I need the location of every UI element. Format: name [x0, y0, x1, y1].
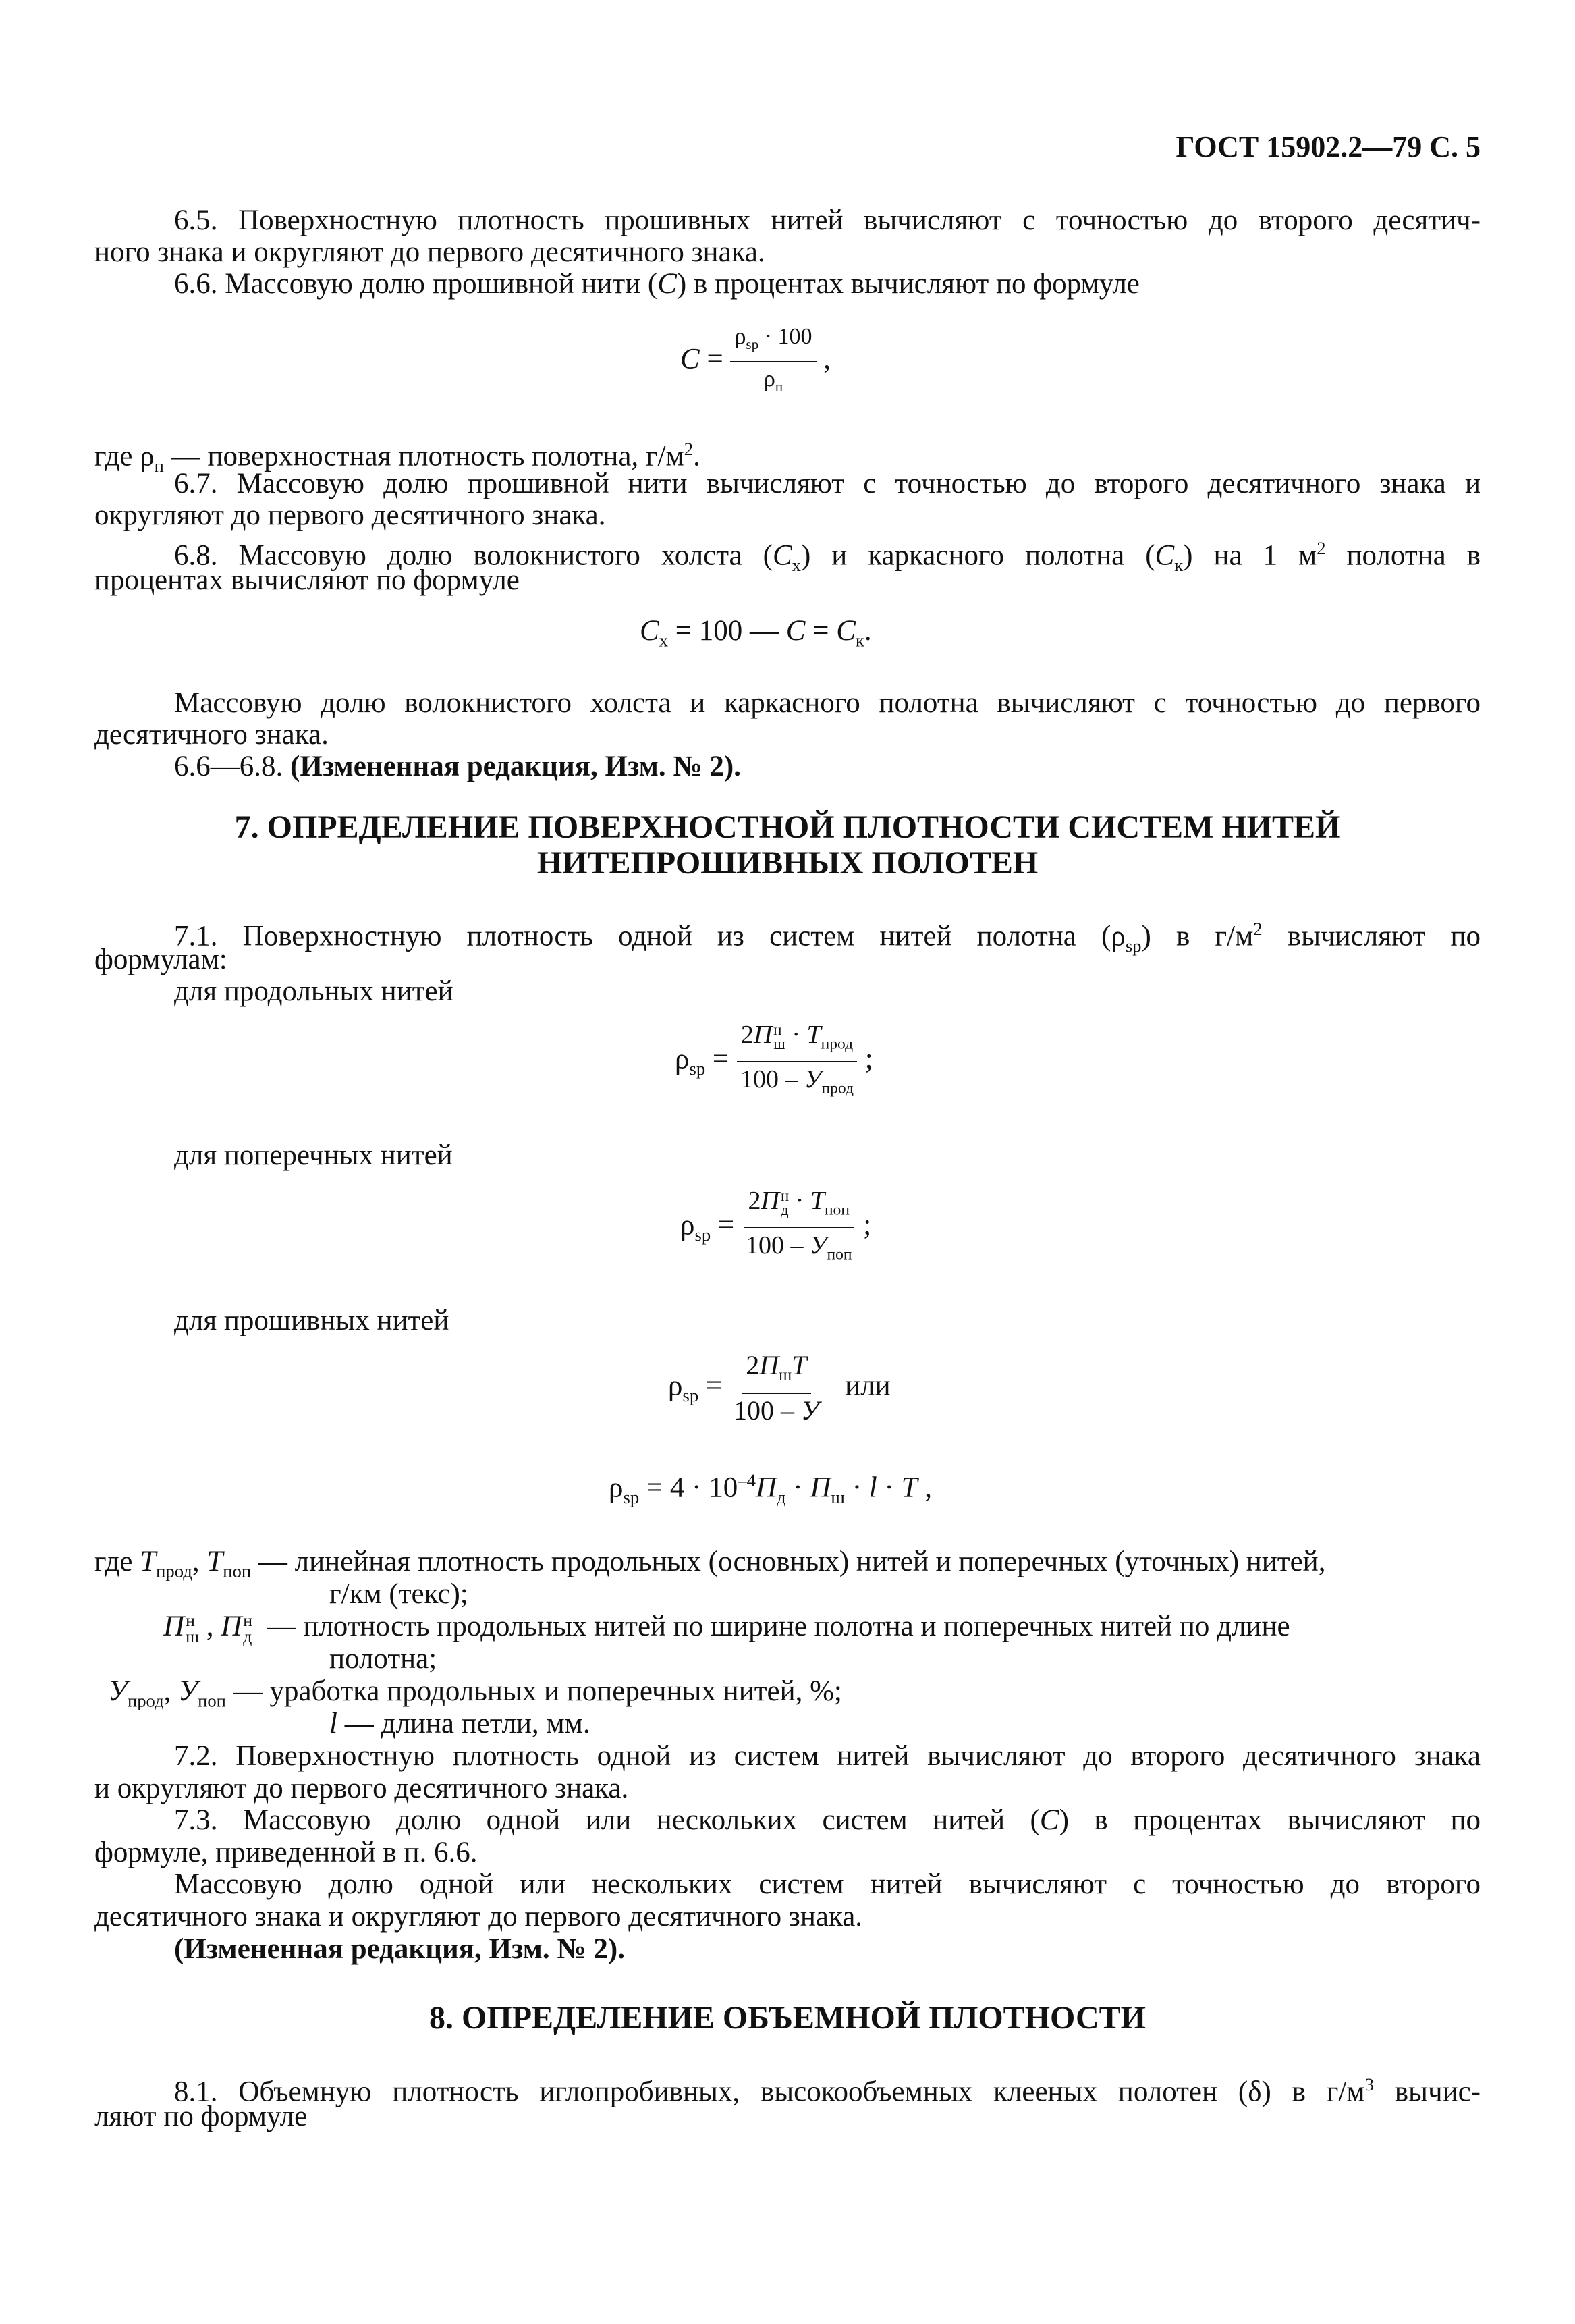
formula-6-8: $C_х = 100$ — $C = C_к$.	[640, 615, 872, 651]
formula-stitching: $\rho_{sp}$ = $2П_шТ$ 100 – У или	[668, 1350, 891, 1426]
paragraph-7-2-line-2: и округляют до первого десятичного знака.	[94, 1773, 629, 1804]
paragraph-6-7-line-2: округляют до первого десятичного знака.	[94, 499, 606, 531]
section-7-title-line-2: НИТЕПРОШИВНЫХ ПОЛОТЕН	[536, 845, 1039, 881]
where-line-4: l — длина петли, мм.	[329, 1708, 590, 1739]
where-line-2b: полотна;	[329, 1643, 437, 1675]
paragraph-7-3-line-1: 7.3. Массовую долю одной или нескольких систем нитей (C) в процентах вычисляют по	[174, 1804, 1481, 1836]
paragraph-7-2-line-1: 7.2. Поверхностную плотность одной из систем нитей вычисляют до второго десятичного знака	[174, 1740, 1481, 1772]
paragraph-6-8-line-3: Массовую долю волокнистого холста и каркасного полотна вычисляют с точностью до первого	[174, 687, 1481, 719]
where-line-1a: где $Т_{прод}$, $Т_{поп}$ — линейная плотность продольных (основных) нитей и поперечных (уточных) нитей,	[94, 1546, 1326, 1582]
where-line-1b: г/км (текс);	[329, 1578, 468, 1610]
label-longitudinal: для продольных нитей	[174, 975, 453, 1007]
paragraph-8-1-line-2: ляют по формуле	[94, 2101, 308, 2132]
paragraph-8-1-line-1: 8.1. Объемную плотность иглопробивных, высокообъемных клееных полотен (δ) в $г/м^3$ вычис-	[174, 2074, 1481, 2108]
paragraph-7-3-line-4: десятичного знака и округляют до первого десятичного знака.	[94, 1901, 863, 1933]
paragraph-6-5-line-2: ного знака и округляют до первого десятичного знака.	[94, 236, 765, 268]
paragraph-6-7-line-1: 6.7. Массовую долю прошивной нити вычисляют с точностью до второго десятичного знака и	[174, 468, 1481, 499]
amendment-note-7: (Измененная редакция, Изм. № 2).	[174, 1933, 625, 1965]
where-line-3: $У_{прод}$, $У_{поп}$ — уработка продольных и поперечных нитей, %;	[108, 1675, 842, 1711]
section-7-title-line-1: 7. ОПРЕДЕЛЕНИЕ ПОВЕРХНОСТНОЙ ПЛОТНОСТИ СИСТЕМ НИТЕЙ	[234, 809, 1341, 845]
page-header: ГОСТ 15902.2—79 С. 5	[1176, 130, 1481, 163]
paragraph-6-8-line-1: 6.8. Массовую долю волокнистого холста $(C_х)$ и каркасного полотна $(C_к)$ на 1 $м^2$ полотна в	[174, 538, 1481, 575]
formula-stitching-alt: $\rho_{sp} = 4 \cdot 10^{-4}П_д \cdot П_ш \cdot l \cdot T$ ,	[609, 1470, 932, 1507]
paragraph-7-1-line-2: формулам:	[94, 944, 227, 975]
paragraph-7-3-line-3: Массовую долю одной или нескольких систем нитей вычисляют с точностью до второго	[174, 1868, 1481, 1900]
formula-6-6: C = $\rho_{sp} \cdot 100$ $\rho_п$ ,	[680, 321, 831, 402]
formula-transverse: $\rho_{sp}$ = 2П н д · $Т_{поп}$ $100 - У_{поп}$ ;	[680, 1187, 872, 1264]
paragraph-6-8-line-2: процентах вычисляют по формуле	[94, 564, 520, 596]
section-8-title: 8. ОПРЕДЕЛЕНИЕ ОБЪЕМНОЙ ПЛОТНОСТИ	[429, 2000, 1146, 2036]
amendment-note-6: 6.6—6.8. (Измененная редакция, Изм. № 2).	[174, 751, 741, 782]
label-transverse: для поперечных нитей	[174, 1139, 453, 1171]
where-line-2a: П н ш , П н д — плотность продольных нитей по ширине полотна и поперечных нитей по длине	[163, 1610, 1290, 1647]
formula-longitudinal: $\rho_{sp}$ = 2П н ш · $Т_{прод}$ $100 - У_{прод}$ ;	[675, 1021, 873, 1098]
label-stitching: для прошивных нитей	[174, 1305, 449, 1336]
paragraph-6-8-line-4: десятичного знака.	[94, 719, 329, 751]
paragraph-7-3-line-2: формуле, приведенной в п. 6.6.	[94, 1837, 478, 1868]
paragraph-6-6-line-1: 6.6. Массовую долю прошивной нити (C) в процентах вычисляют по формуле	[174, 268, 1140, 300]
paragraph-7-1-line-1: 7.1. Поверхностную плотность одной из систем нитей полотна $(\rho_{sp})$ в $г/м^2$ вычисляют по	[174, 919, 1481, 956]
paragraph-6-6-where: где $\rho_п$ — поверхностная плотность полотна, $г/м^2$.	[94, 439, 700, 476]
paragraph-6-5-line-1: 6.5. Поверхностную плотность прошивных нитей вычисляют с точностью до второго десятич-	[174, 205, 1481, 236]
